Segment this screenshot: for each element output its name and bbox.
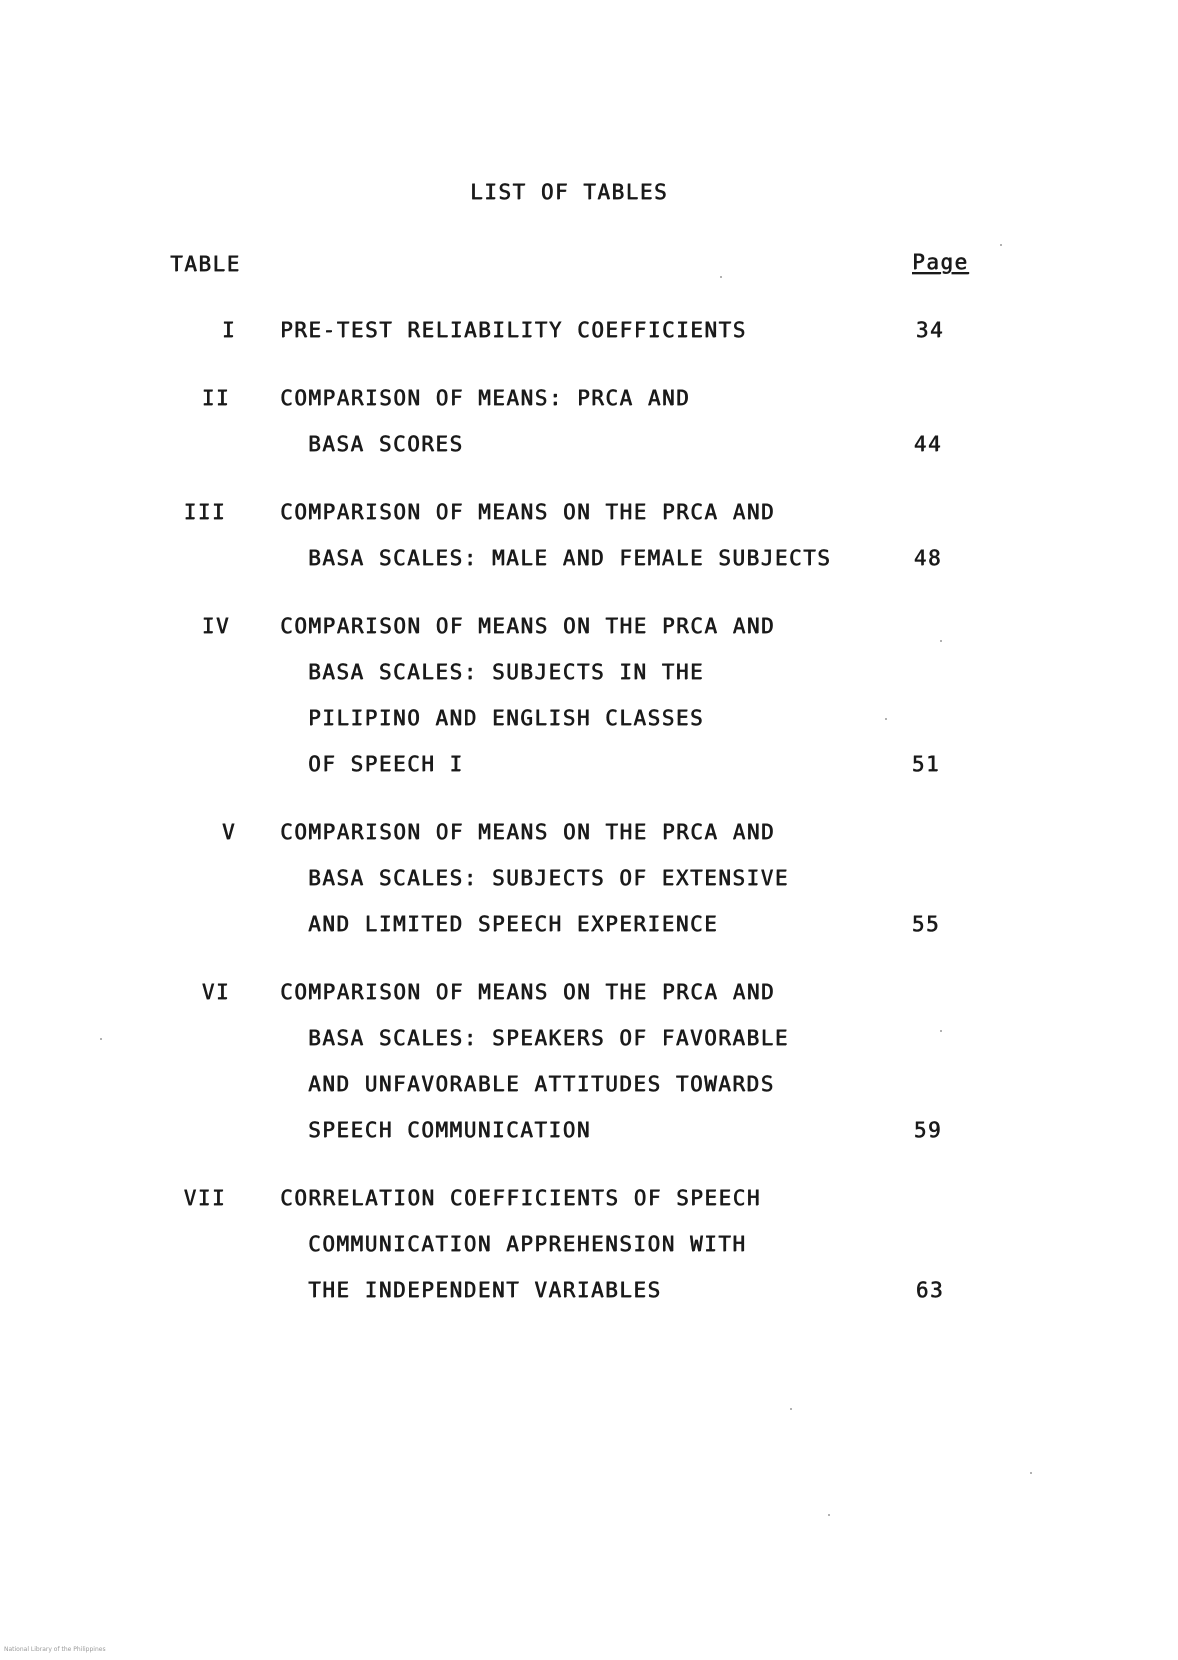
table-caption-line: SPEECH COMMUNICATION [308, 1118, 591, 1142]
table-caption-line: OF SPEECH I [308, 752, 464, 776]
column-header-table: TABLE [170, 252, 241, 276]
table-caption-line: BASA SCALES: SUBJECTS OF EXTENSIVE [308, 866, 789, 890]
table-numeral: VII [183, 1186, 226, 1210]
table-page-number: 59 [913, 1118, 942, 1142]
table-numeral: II [201, 386, 230, 410]
table-caption-line: BASA SCORES [308, 432, 464, 456]
table-caption-line: COMPARISON OF MEANS ON THE PRCA AND [280, 820, 776, 844]
table-numeral: III [183, 500, 226, 524]
table-caption-line: COMMUNICATION APPREHENSION WITH [308, 1232, 747, 1256]
table-caption-line: BASA SCALES: MALE AND FEMALE SUBJECTS [308, 546, 832, 570]
table-numeral: IV [201, 614, 230, 638]
table-caption-line: COMPARISON OF MEANS ON THE PRCA AND [280, 500, 776, 524]
table-numeral: VI [201, 980, 230, 1004]
scan-speck [790, 1408, 792, 1410]
scan-speck [720, 276, 722, 278]
table-caption-line: AND LIMITED SPEECH EXPERIENCE [308, 912, 719, 936]
table-caption-line: PRE-TEST RELIABILITY COEFFICIENTS [280, 318, 747, 342]
scan-speck [940, 640, 942, 642]
table-caption-line: BASA SCALES: SPEAKERS OF FAVORABLE [308, 1026, 789, 1050]
page-title: LIST OF TABLES [470, 180, 669, 204]
table-caption-line: COMPARISON OF MEANS: PRCA AND [280, 386, 691, 410]
table-caption-line: THE INDEPENDENT VARIABLES [308, 1278, 662, 1302]
table-caption-line: COMPARISON OF MEANS ON THE PRCA AND [280, 614, 776, 638]
table-page-number: 48 [913, 546, 942, 570]
scan-speck [1030, 1472, 1032, 1474]
scan-speck [940, 1030, 942, 1032]
scan-footer: National Library of the Philippines [4, 1646, 106, 1653]
scan-speck [828, 1514, 830, 1516]
scan-speck [100, 1038, 102, 1040]
table-caption-line: AND UNFAVORABLE ATTITUDES TOWARDS [308, 1072, 775, 1096]
table-numeral: V [221, 820, 236, 844]
table-page-number: 44 [913, 432, 942, 456]
table-caption-line: CORRELATION COEFFICIENTS OF SPEECH [280, 1186, 761, 1210]
column-header-page: Page [912, 250, 969, 274]
scan-speck [885, 718, 887, 720]
table-page-number: 51 [911, 752, 940, 776]
table-numeral: I [221, 318, 236, 342]
table-page-number: 55 [911, 912, 940, 936]
table-caption-line: BASA SCALES: SUBJECTS IN THE [308, 660, 705, 684]
table-page-number: 63 [915, 1278, 944, 1302]
scan-speck [1000, 244, 1002, 246]
table-caption-line: COMPARISON OF MEANS ON THE PRCA AND [280, 980, 776, 1004]
table-page-number: 34 [915, 318, 944, 342]
table-caption-line: PILIPINO AND ENGLISH CLASSES [308, 706, 705, 730]
